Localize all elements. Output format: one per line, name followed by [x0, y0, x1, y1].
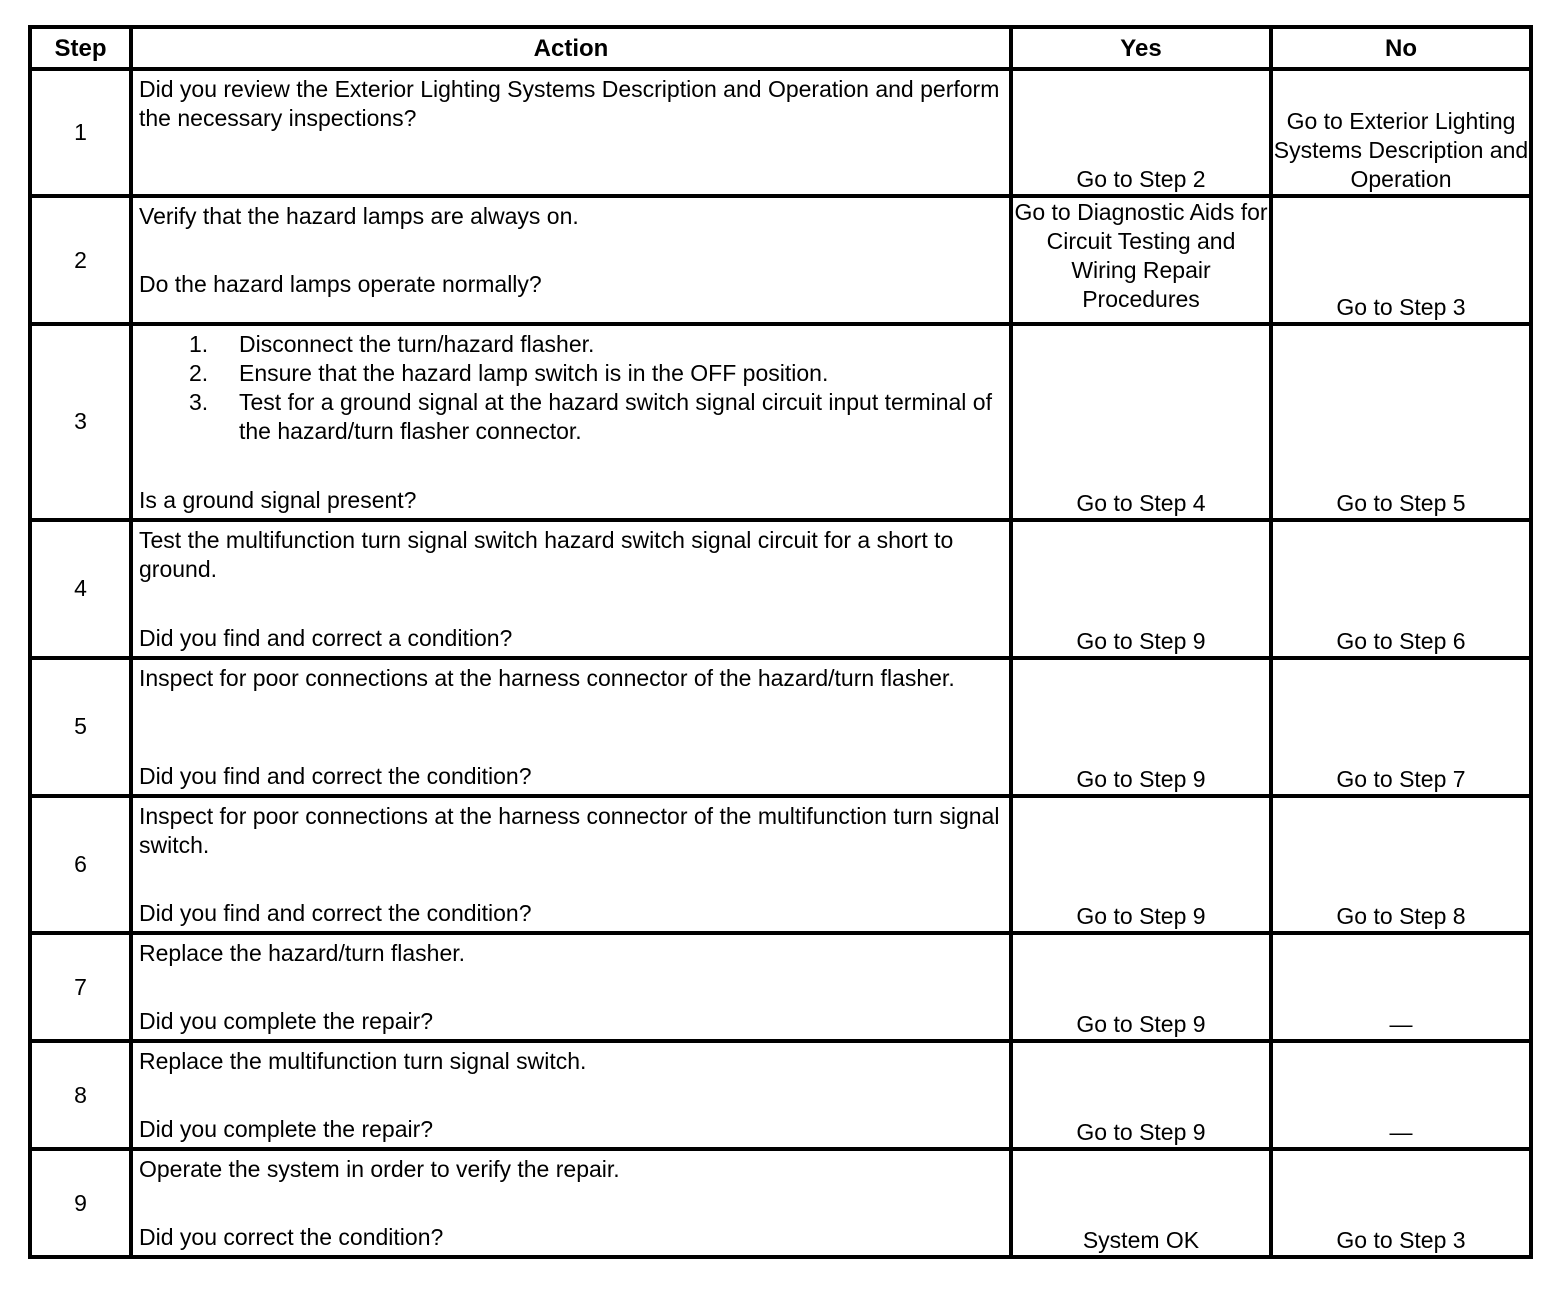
action-question: Did you complete the repair?	[139, 1008, 434, 1035]
no-result: Go to Step 3	[1271, 1149, 1531, 1257]
action-question: Did you find and correct a condition?	[139, 624, 513, 651]
no-result: Go to Step 8	[1271, 796, 1531, 934]
procedure-step: Ensure that the hazard lamp switch is in the OFF position.	[239, 359, 829, 386]
action-question: Do the hazard lamps operate normally?	[139, 270, 542, 297]
yes-result: System OK	[1011, 1149, 1271, 1257]
table-row	[30, 933, 1531, 1041]
header-yes: Yes	[1011, 27, 1271, 69]
action-question: Did you find and correct the condition?	[139, 900, 532, 927]
table-row	[30, 1041, 1531, 1149]
procedure-step: Disconnect the turn/hazard flasher.	[239, 330, 595, 357]
yes-result: Go to Step 9	[1011, 796, 1271, 934]
step-number: 3	[30, 324, 131, 520]
action-text: Did you review the Exterior Lighting Systems Description and Operation and perform the necessary inspections?	[139, 76, 1000, 131]
header-step: Step	[30, 27, 131, 69]
yes-result: Go to Step 9	[1011, 933, 1271, 1041]
no-result: Go to Step 3	[1271, 196, 1531, 323]
action-cell	[131, 69, 1011, 196]
action-cell	[131, 324, 1011, 520]
action-question: Did you find and correct the condition?	[139, 762, 532, 789]
table-row	[30, 324, 1531, 520]
yes-result: Go to Diagnostic Aids for Circuit Testing and Wiring Repair Procedures	[1011, 196, 1271, 323]
no-result: Go to Step 7	[1271, 658, 1531, 796]
no-result: —	[1271, 1041, 1531, 1149]
action-text: Verify that the hazard lamps are always on.	[139, 203, 579, 230]
table-row	[30, 196, 1531, 323]
step-number: 1	[30, 69, 131, 196]
step-number: 7	[30, 933, 131, 1041]
table-row	[30, 796, 1531, 934]
table-row	[30, 1149, 1531, 1257]
no-result: Go to Exterior Lighting Systems Description and Operation	[1271, 69, 1531, 196]
no-result: —	[1271, 933, 1531, 1041]
step-number: 8	[30, 1041, 131, 1149]
action-text: Inspect for poor connections at the harness connector of the multifunction turn signal switch.	[139, 802, 1000, 858]
step-number: 4	[30, 520, 131, 658]
procedure-step: Test for a ground signal at the hazard switch signal circuit input terminal of the hazard/turn flasher connector.	[239, 388, 992, 444]
procedure-list	[139, 330, 1003, 446]
no-result: Go to Step 5	[1271, 324, 1531, 520]
action-cell	[131, 1149, 1011, 1257]
action-text: Test the multifunction turn signal switch hazard switch signal circuit for a short to ground.	[139, 527, 954, 583]
header-row	[30, 27, 1531, 69]
diagnostic-table	[28, 25, 1533, 1259]
action-text: Replace the multifunction turn signal switch.	[139, 1048, 587, 1075]
table-row	[30, 520, 1531, 658]
action-question: Did you correct the condition?	[139, 1224, 444, 1250]
action-text: Inspect for poor connections at the harness connector of the hazard/turn flasher.	[139, 664, 955, 691]
yes-result: Go to Step 9	[1011, 1041, 1271, 1149]
no-result: Go to Step 6	[1271, 520, 1531, 658]
yes-result: Go to Step 4	[1011, 324, 1271, 520]
action-cell	[131, 1041, 1011, 1149]
header-action: Action	[131, 27, 1011, 69]
step-number: 5	[30, 658, 131, 796]
table-row	[30, 69, 1531, 196]
step-number: 9	[30, 1149, 131, 1257]
action-cell	[131, 796, 1011, 934]
header-no: No	[1271, 27, 1531, 69]
yes-result: Go to Step 9	[1011, 658, 1271, 796]
step-number: 2	[30, 196, 131, 323]
yes-result: Go to Step 2	[1011, 69, 1271, 196]
yes-result: Go to Step 9	[1011, 520, 1271, 658]
action-question: Did you complete the repair?	[139, 1116, 434, 1143]
action-cell	[131, 520, 1011, 658]
action-cell	[131, 658, 1011, 796]
step-number: 6	[30, 796, 131, 934]
table-row	[30, 658, 1531, 796]
action-cell	[131, 196, 1011, 323]
action-question: Is a ground signal present?	[139, 487, 417, 514]
action-text: Replace the hazard/turn flasher.	[139, 940, 466, 967]
action-text: Operate the system in order to verify the repair.	[139, 1156, 620, 1183]
action-cell	[131, 933, 1011, 1041]
